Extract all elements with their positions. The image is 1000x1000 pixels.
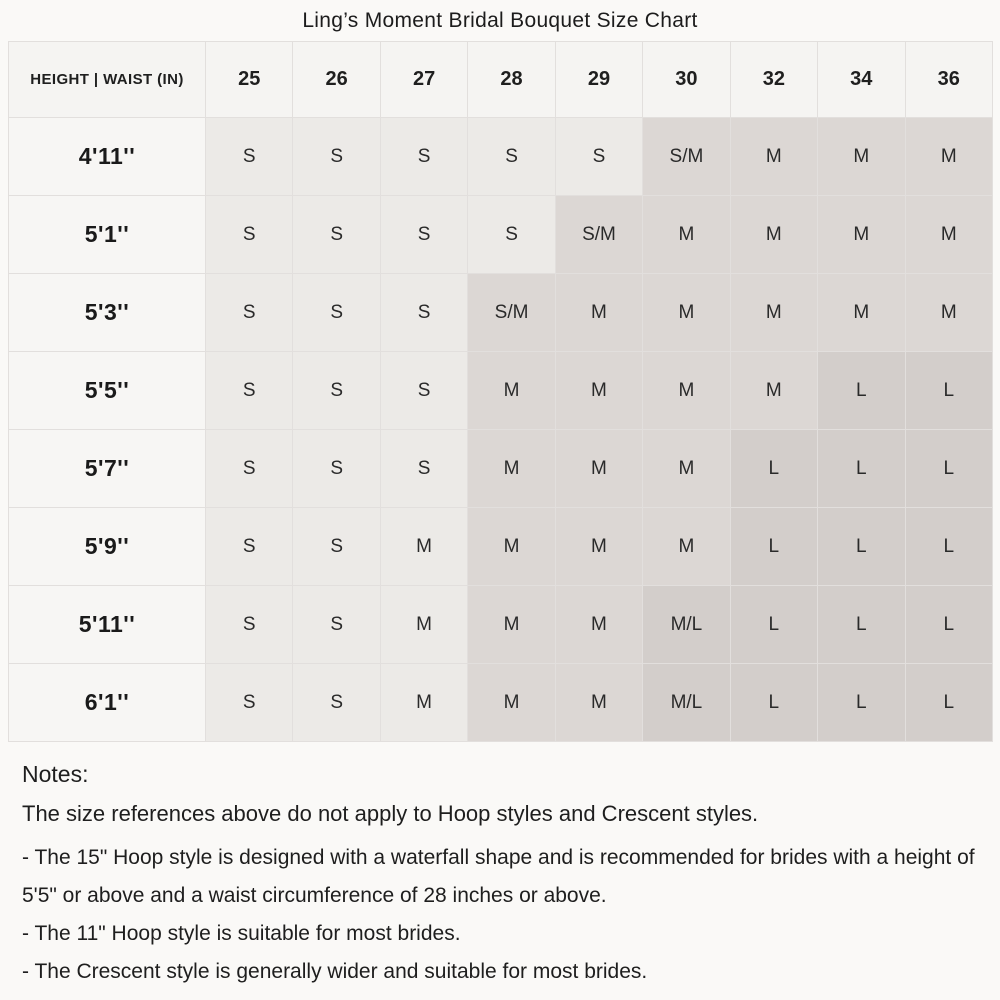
waist-header-cell: 32 [730,42,817,118]
size-cell: M [555,664,642,742]
size-cell: M [468,508,555,586]
size-cell: M [730,352,817,430]
size-cell: M [643,274,730,352]
height-cell: 5'5'' [9,352,206,430]
height-cell: 5'11'' [9,586,206,664]
size-cell: M [643,508,730,586]
size-cell: S [293,508,380,586]
size-cell: L [905,430,993,508]
size-cell: S [555,118,642,196]
size-cell: S/M [555,196,642,274]
height-cell: 5'7'' [9,430,206,508]
size-cell: L [818,586,905,664]
size-cell: S [468,196,555,274]
size-cell: M [380,586,467,664]
notes-intro: The size references above do not apply to Hoop styles and Crescent styles. [22,801,759,826]
size-cell: S [206,352,293,430]
size-cell: S [468,118,555,196]
size-cell: S [293,118,380,196]
size-cell: S [206,430,293,508]
size-cell: M/L [643,664,730,742]
waist-header-cell: 29 [555,42,642,118]
size-cell: M [730,196,817,274]
size-cell: M [818,118,905,196]
size-cell: S [380,352,467,430]
size-cell: M/L [643,586,730,664]
size-cell: M [643,196,730,274]
size-cell: S [206,118,293,196]
note-item: - The 11" Hoop style is suitable for most brides. [22,922,461,945]
size-cell: M [555,352,642,430]
size-cell: S/M [468,274,555,352]
size-cell: S [206,664,293,742]
notes-section [0,742,1000,991]
size-cell: S [206,196,293,274]
height-cell: 6'1'' [9,664,206,742]
size-cell: S [293,274,380,352]
size-cell: M [818,274,905,352]
size-cell: M [818,196,905,274]
size-cell: M [468,586,555,664]
waist-header-cell: 27 [380,42,467,118]
notes-heading: Notes: [22,761,89,787]
size-cell: L [818,508,905,586]
table-row [9,664,993,742]
table-row [9,508,993,586]
height-cell: 5'1'' [9,196,206,274]
size-cell: S [206,586,293,664]
chart-title: Ling’s Moment Bridal Bouquet Size Chart [302,9,698,32]
corner-header-cell: HEIGHT | WAIST (IN) [9,42,206,118]
size-table-head [9,42,993,118]
size-cell: S [380,196,467,274]
size-cell: M [555,586,642,664]
table-row [9,118,993,196]
table-row [9,430,993,508]
waist-header-cell: 25 [206,42,293,118]
size-table-body [9,118,993,742]
size-cell: M [380,664,467,742]
table-row [9,352,993,430]
size-cell: M [730,118,817,196]
size-cell: L [905,664,993,742]
note-item: - The Crescent style is generally wider and suitable for most brides. [22,960,648,983]
table-row [9,274,993,352]
table-header-row [9,42,993,118]
size-cell: M [468,664,555,742]
size-cell: L [730,508,817,586]
note-item: - The 15" Hoop style is designed with a waterfall shape and is recommended for brides with a height of 5'5" or above and a waist circumference of 28 inches or above. [22,846,975,907]
size-cell: S [293,430,380,508]
size-cell: M [905,196,993,274]
size-cell: S [380,430,467,508]
size-cell: S [206,508,293,586]
size-cell: L [818,430,905,508]
size-cell: M [555,508,642,586]
size-cell: L [730,430,817,508]
table-row [9,196,993,274]
size-cell: S/M [643,118,730,196]
size-cell: S [293,586,380,664]
size-cell: S [380,274,467,352]
size-cell: M [905,118,993,196]
height-cell: 5'9'' [9,508,206,586]
size-cell: L [818,352,905,430]
size-cell: M [468,430,555,508]
size-cell: L [730,664,817,742]
size-cell: S [206,274,293,352]
size-cell: S [380,118,467,196]
size-cell: M [905,274,993,352]
height-cell: 5'3'' [9,274,206,352]
size-cell: S [293,664,380,742]
size-cell: M [468,352,555,430]
size-cell: M [643,352,730,430]
height-cell: 4'11'' [9,118,206,196]
size-cell: M [555,430,642,508]
size-cell: L [730,586,817,664]
size-cell: L [818,664,905,742]
size-cell: M [730,274,817,352]
waist-header-cell: 28 [468,42,555,118]
size-cell: S [293,196,380,274]
waist-header-cell: 34 [818,42,905,118]
waist-header-cell: 26 [293,42,380,118]
size-cell: M [380,508,467,586]
size-cell: L [905,586,993,664]
size-cell: L [905,352,993,430]
size-cell: M [643,430,730,508]
waist-header-cell: 30 [643,42,730,118]
size-cell: M [555,274,642,352]
size-cell: S [293,352,380,430]
size-cell: L [905,508,993,586]
table-row [9,586,993,664]
waist-header-cell: 36 [905,42,993,118]
size-table [8,41,993,742]
